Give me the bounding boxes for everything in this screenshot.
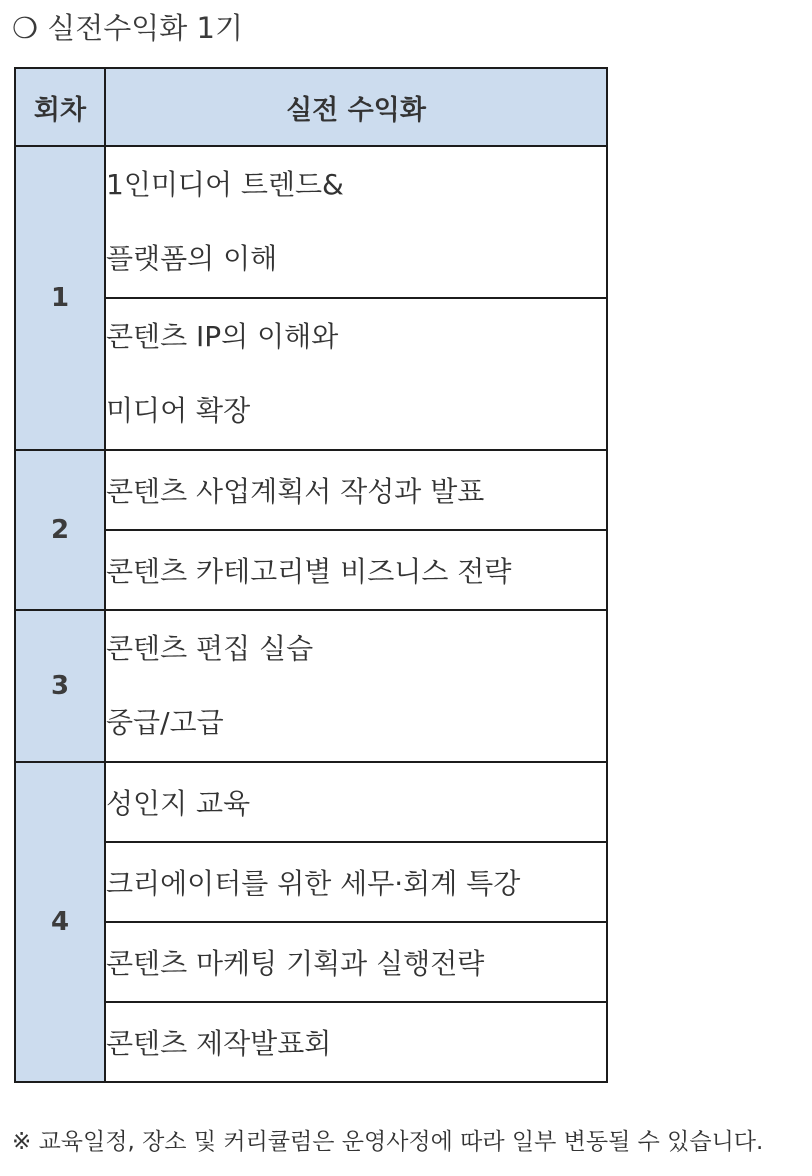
curriculum-table (14, 67, 608, 1083)
topic-line: 플랫폼의 이해 (106, 242, 278, 275)
topic-cell: 콘텐츠 제작발표회 (105, 1002, 607, 1082)
topic-cell: 콘텐츠 사업계획서 작성과 발표 (105, 450, 607, 530)
round-number-1: 1 (15, 146, 105, 450)
schedule-change-note: ※ 교육일정, 장소 및 커리큘럼은 운영사정에 따라 일부 변동될 수 있습니다. (12, 1129, 764, 1155)
section-title: ❍ 실전수익화 1기 (12, 11, 243, 45)
topic-cell: 콘텐츠 마케팅 기획과 실행전략 (105, 922, 607, 1002)
round-number-3: 3 (15, 610, 105, 762)
topic-cell: 성인지 교육 (105, 762, 607, 842)
topic-line: 미디어 확장 (106, 394, 251, 427)
table-row (15, 762, 607, 842)
topic-cell (105, 610, 607, 762)
topic-cell: 콘텐츠 카테고리별 비즈니스 전략 (105, 530, 607, 610)
topic-line: 1인미디어 트렌드& (106, 168, 344, 201)
topic-cell: 크리에이터를 위한 세무·회계 특강 (105, 842, 607, 922)
table-row (15, 450, 607, 530)
table-row (15, 146, 607, 298)
round-number-2: 2 (15, 450, 105, 610)
topic-line: 콘텐츠 편집 실습 (106, 632, 314, 665)
header-topic: 실전 수익화 (105, 68, 607, 146)
header-round: 회차 (15, 68, 105, 146)
round-number-4: 4 (15, 762, 105, 1082)
topic-line: 중급/고급 (106, 706, 224, 739)
topic-cell (105, 146, 607, 298)
topic-cell (105, 298, 607, 450)
table-header-row (15, 68, 607, 146)
table-row (15, 610, 607, 762)
topic-line: 콘텐츠 IP의 이해와 (106, 320, 339, 353)
